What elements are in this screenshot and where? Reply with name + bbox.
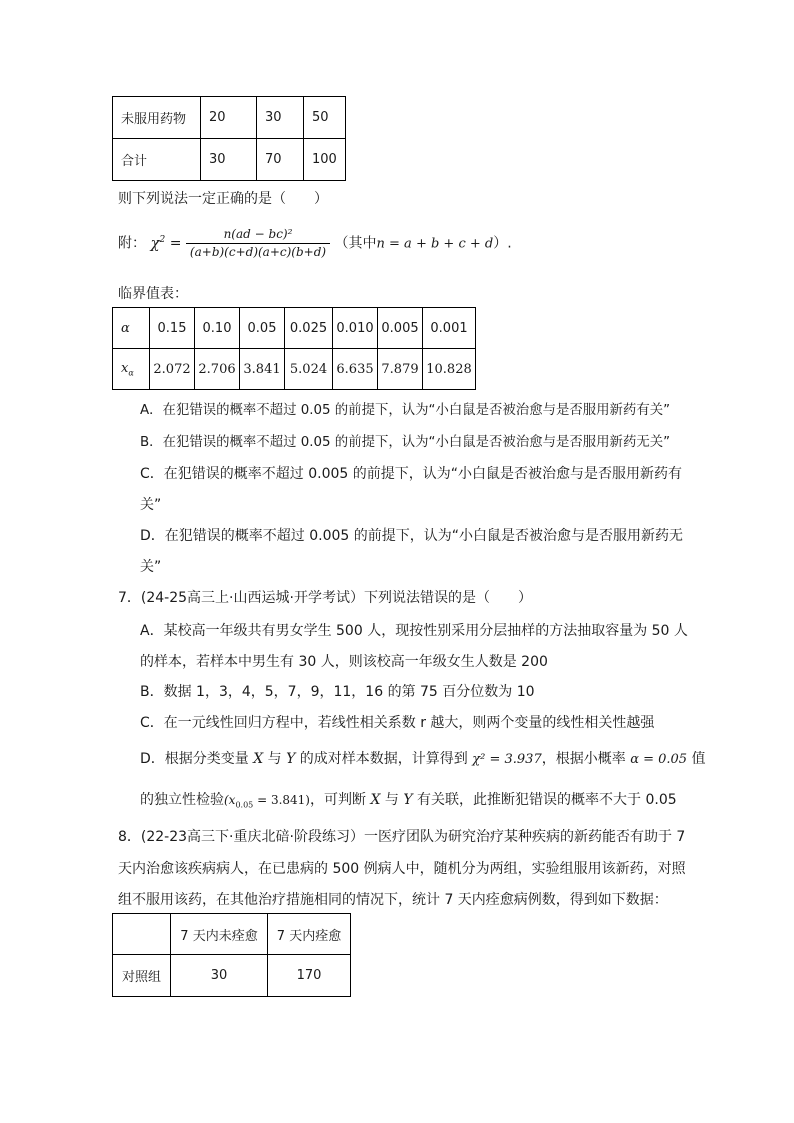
table-cell: 0.005 [378, 308, 423, 349]
table-cell: 2.706 [195, 349, 240, 390]
table-row [113, 349, 476, 390]
table-cell: 0.001 [423, 308, 476, 349]
table-cell: 5.024 [285, 349, 333, 390]
table-cell: 2.072 [150, 349, 195, 390]
critical-value-table [112, 307, 476, 390]
table-cell: 20 [201, 97, 257, 139]
table-row [113, 139, 346, 181]
q7-option-a-cont: 的样本，若样本中男生有 30 人，则该校高一年级女生人数是 200 [140, 654, 548, 670]
formula-fraction [186, 226, 330, 261]
q6-prompt: 则下列说法一定正确的是（ ） [118, 191, 328, 207]
table-row [113, 97, 346, 139]
table-cell: 50 [304, 97, 346, 139]
chi-symbol: $\chi^2$ [150, 233, 166, 252]
table-cell: 10.828 [423, 349, 476, 390]
q7-option-a: A．某校高一年级共有男女学生 500 人，现按性别采用分层抽样的方法抽取容量为 50 人 [140, 623, 688, 639]
formula-note-open: （其中 [334, 235, 377, 252]
q6-option-d-cont: 关” [140, 559, 162, 575]
q8-stem-line2: 天内治愈该疾病病人，在已患病的 500 例病人中，随机分为两组，实验组服用该新药，对照 [118, 861, 686, 877]
table-row [113, 308, 476, 349]
q7-stem: 7．(24-25高三上·山西运城·开学考试）下列说法错误的是（ ） [118, 590, 532, 606]
table-cell: 3.841 [240, 349, 285, 390]
q6-option-c-cont: 关” [140, 497, 162, 513]
table-cell: 30 [201, 139, 257, 181]
q6-option-d: D．在犯错误的概率不超过 0.005 的前提下，认为“小白鼠是否被治愈与是否服用新药无 [140, 528, 684, 544]
q6-option-c: C．在犯错误的概率不超过 0.005 的前提下，认为“小白鼠是否被治愈与是否服用新药有 [140, 466, 683, 482]
q6-option-a: A．在犯错误的概率不超过 0.05 的前提下，认为“小白鼠是否被治愈与是否服用新药有关” [140, 403, 671, 418]
table-row [113, 955, 351, 997]
table-cell: 170 [268, 955, 351, 997]
q7-option-d: D．根据分类变量 X 与 Y 的成对样本数据，计算得到 χ² = 3.937，根据小概率 α = 0.05 值 [140, 751, 706, 767]
q8-data-table [112, 913, 351, 997]
q7-option-b: B．数据 1，3，4，5，7，9，11，16 的第 75 百分位数为 10 [140, 684, 535, 700]
q6-option-b: B．在犯错误的概率不超过 0.05 的前提下，认为“小白鼠是否被治愈与是否服用新药无关” [140, 435, 671, 450]
table-cell: 0.15 [150, 308, 195, 349]
table-row [113, 914, 351, 955]
table-cell: 0.010 [333, 308, 378, 349]
table-cell: 7.879 [378, 349, 423, 390]
table-cell: 未服用药物 [113, 97, 201, 139]
table-cell: 7 天内未痊愈 [171, 914, 268, 955]
equals-sign: = [165, 235, 186, 252]
formula-denominator: (a+b)(c+d)(a+c)(b+d) [189, 245, 327, 259]
formula-prefix: 附： [118, 235, 146, 252]
table-cell: 30 [171, 955, 268, 997]
table-cell [113, 914, 171, 955]
table-cell: 0.10 [195, 308, 240, 349]
chi-square-formula [118, 226, 512, 261]
table-cell: 0.025 [285, 308, 333, 349]
formula-note-close: ）. [493, 235, 512, 252]
table-cell: 70 [257, 139, 304, 181]
formula-note-expr: n = a + b + c + d [376, 236, 494, 252]
critical-table-title: 临界值表： [118, 286, 188, 302]
q7-option-c: C．在一元线性回归方程中，若线性相关系数 r 越大，则两个变量的线性相关性越强 [140, 715, 655, 731]
q8-stem-line1: 8．(22-23高三下·重庆北碚·阶段练习）一医疗团队为研究治疗某种疾病的新药能否有助于 7 [118, 829, 686, 845]
top-contingency-table [112, 96, 346, 181]
table-cell: 7 天内痊愈 [268, 914, 351, 955]
table-cell: 对照组 [113, 955, 171, 997]
table-cell: 0.05 [240, 308, 285, 349]
table-cell: 100 [304, 139, 346, 181]
table-cell: 6.635 [333, 349, 378, 390]
x-header-cell: $x_\alpha$ [113, 349, 150, 390]
table-cell: 30 [257, 97, 304, 139]
formula-numerator: n(ad − bc)² [186, 226, 330, 244]
table-cell: 合计 [113, 139, 201, 181]
q7-option-d-cont: 的独立性检验$(x_{0.05} = 3.841)$，可判断 X 与 Y 有关联，此推断犯错误的概率不大于 0.05 [140, 792, 677, 810]
q8-stem-line3: 组不服用该药，在其他治疗措施相同的情况下，统计 7 天内痊愈病例数，得到如下数据： [118, 892, 668, 908]
alpha-header-cell: α [113, 308, 150, 349]
